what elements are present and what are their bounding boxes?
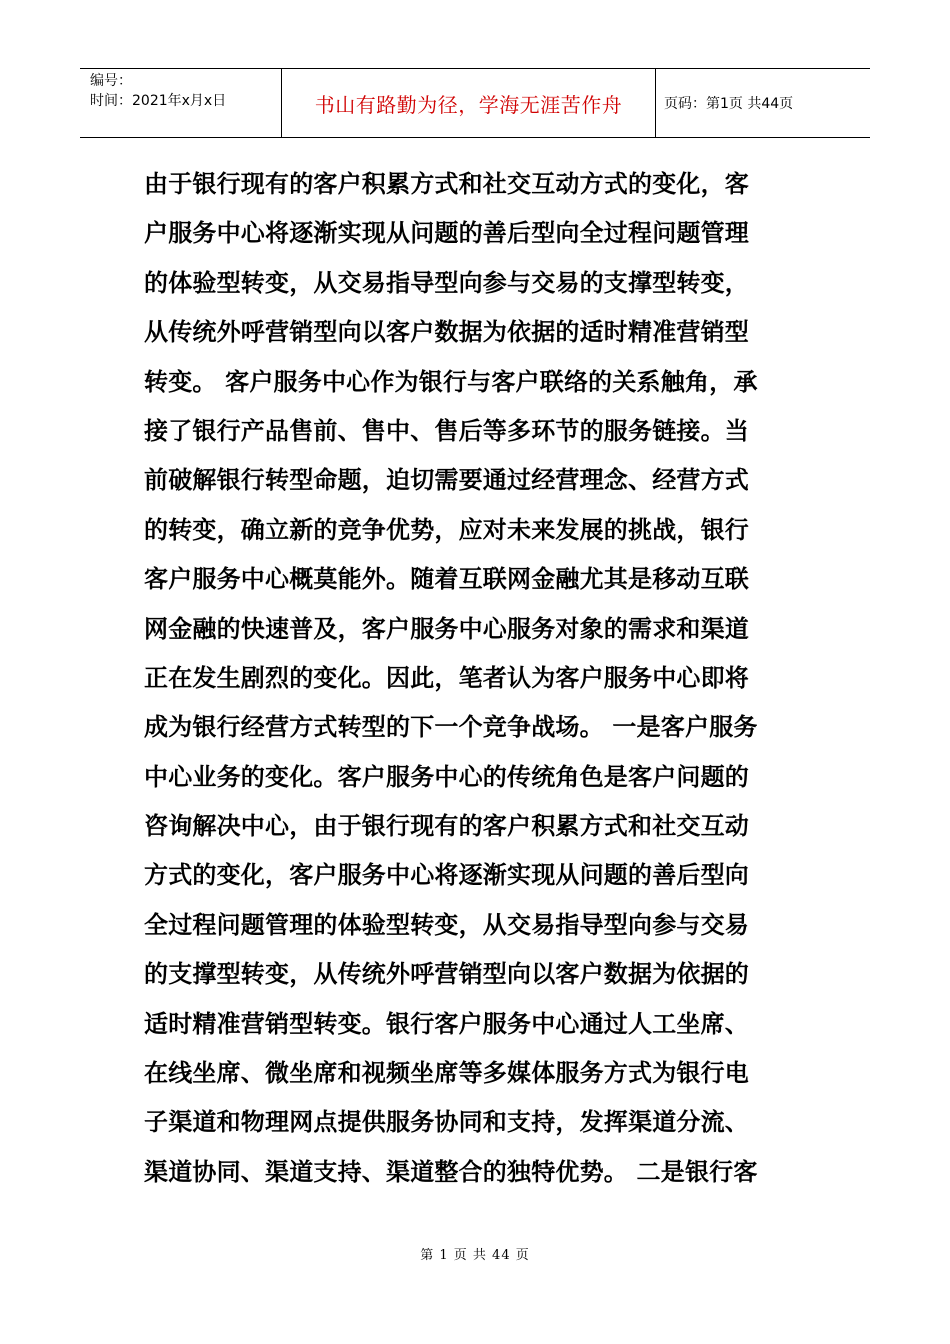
text-line: 子渠道和物理网点提供服务协同和支持，发挥渠道分流、 [144,1108,749,1137]
text-line: 由于银行现有的客户积累方式和社交互动方式的变化，客 [144,170,749,198]
text-line: 转变。 客户服务中心作为银行与客户联络的关系触角，承 [144,367,758,396]
text-line: 户服务中心将逐渐实现从问题的善后型向全过程问题管理 [144,219,749,248]
text-line: 前破解银行转型命题，迫切需要通过经营理念、经营方式 [144,466,749,495]
text-line: 方式的变化，客户服务中心将逐渐实现从问题的善后型向 [144,861,749,890]
text-line: 在线坐席、微坐席和视频坐席等多媒体服务方式为银行电 [144,1059,749,1088]
text-line: 正在发生剧烈的变化。因此，笔者认为客户服务中心即将 [144,663,749,692]
text-line: 全过程问题管理的体验型转变，从交易指导型向参与交易 [144,910,749,939]
number-label: 编号： [90,73,132,89]
page-footer: 第 1 页 共 44 页 [420,1248,530,1263]
header-meta [80,69,282,137]
header-page-info: 页码：第1页 共44页 [664,96,794,112]
text-line: 咨询解决中心，由于银行现有的客户积累方式和社交互动 [144,812,749,841]
text-line: 客户服务中心概莫能外。随着互联网金融尤其是移动互联 [144,565,749,594]
time-label: 时间：2021年x月x日 [90,93,227,109]
text-line: 从传统外呼营销型向以客户数据为依据的适时精准营销型 [144,318,749,347]
text-line: 的支撑型转变，从传统外呼营销型向以客户数据为依据的 [144,960,749,989]
document-header [80,68,870,138]
body-paragraph [144,160,810,1197]
text-line: 成为银行经营方式转型的下一个竞争战场。 一是客户服务 [144,713,758,742]
header-motto: 书山有路勤为径，学海无涯苦作舟 [282,69,656,137]
text-line: 的转变，确立新的竞争优势，应对未来发展的挑战，银行 [144,515,749,544]
text-line: 的体验型转变，从交易指导型向参与交易的支撑型转变， [144,268,749,297]
text-line: 中心业务的变化。客户服务中心的传统角色是客户问题的 [144,762,749,791]
text-line: 网金融的快速普及，客户服务中心服务对象的需求和渠道 [144,614,749,643]
text-line: 渠道协同、渠道支持、渠道整合的独特优势。 二是银行客 [144,1157,758,1186]
text-line: 适时精准营销型转变。银行客户服务中心通过人工坐席、 [144,1009,749,1038]
text-line: 接了银行产品售前、售中、售后等多环节的服务链接。当 [144,416,749,445]
